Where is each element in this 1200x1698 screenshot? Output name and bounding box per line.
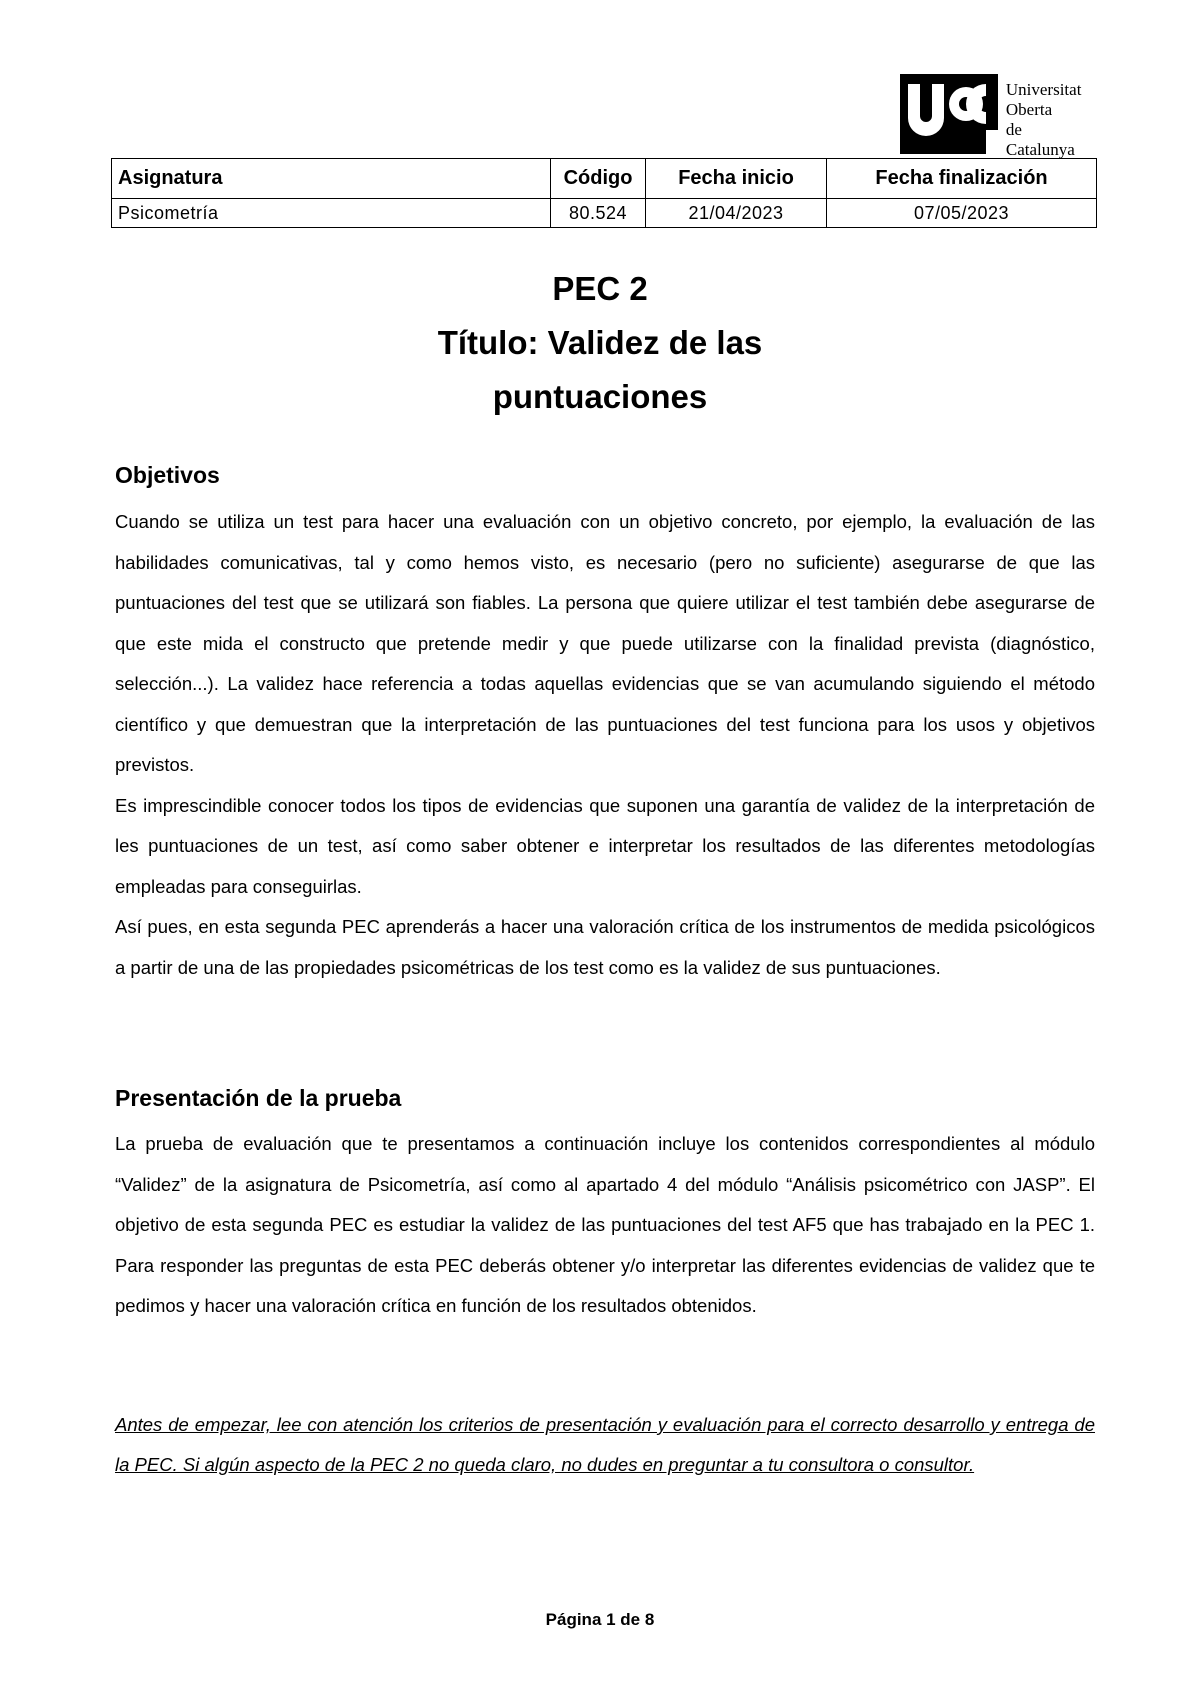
objetivos-paragraph-3: Así pues, en esta segunda PEC aprenderás a hacer una valoración crítica de los instrumentos de medida psicológicos a partir de una de las propiedades psicométricas de los test como es la validez de sus puntuaciones.	[115, 916, 1095, 978]
uoc-logo-text	[1005, 80, 1095, 159]
logo-line-1: Universitat	[1005, 80, 1082, 99]
header-fecha-inicio: Fecha inicio	[646, 159, 827, 199]
uoc-logo-mark	[900, 74, 998, 154]
title-line-2: Título: Validez de las	[437, 324, 763, 361]
uoc-logo	[900, 74, 1095, 159]
logo-line-3: de Catalunya	[1005, 120, 1075, 159]
title-line-1: PEC 2	[552, 270, 648, 307]
important-note: Antes de empezar, lee con atención los criterios de presentación y evaluación para el correcto desarrollo y entrega de la PEC. Si algún aspecto de la PEC 2 no queda claro, no dudes en preguntar a tu consultora o consultor.	[115, 1414, 1095, 1475]
objetivos-paragraph-1: Cuando se utiliza un test para hacer una evaluación con un objetivo concreto, por ejemplo, la evaluación de las habilidades comunicativas, tal y como hemos visto, es necesario (pero no suficiente) asegurarse de que las puntuaciones del test que se utilizará son fiables. La persona que quiere utilizar el test también debe asegurarse de que este mida el constructo que pretende medir y que puede utilizarse con la finalidad prevista (diagnóstico, selección...). La validez hace referencia a todas aquellas evidencias que se van acumulando siguiendo el método científico y que demuestran que la interpretación de las puntuaciones del test funciona para los usos y objetivos previstos.	[115, 511, 1095, 775]
document-title	[0, 262, 1200, 424]
table-header-row	[112, 159, 1097, 199]
page-number: Página 1 de 8	[545, 1610, 655, 1629]
objetivos-section	[115, 502, 1095, 988]
cell-fecha-inicio: 21/04/2023	[646, 199, 827, 228]
objetivos-paragraph-2: Es imprescindible conocer todos los tipos de evidencias que suponen una garantía de validez de la interpretación de les puntuaciones de un test, así como saber obtener e interpretar los resultados de las diferentes metodologías empleadas para conseguirlas.	[115, 794, 1095, 897]
heading-presentacion: Presentación de la prueba	[115, 1085, 402, 1111]
logo-line-2: Oberta	[1005, 100, 1053, 119]
cell-asignatura: Psicometría	[112, 199, 551, 228]
cell-codigo: 80.524	[551, 199, 646, 228]
table-row	[112, 199, 1097, 228]
cell-fecha-finalizacion: 07/05/2023	[827, 199, 1097, 228]
header-asignatura: Asignatura	[112, 159, 551, 199]
header-fecha-finalizacion: Fecha finalización	[827, 159, 1097, 199]
course-info-table	[111, 158, 1097, 228]
title-line-3: puntuaciones	[492, 378, 708, 415]
heading-objetivos: Objetivos	[115, 462, 220, 488]
header-codigo: Código	[551, 159, 646, 199]
presentacion-paragraph-1: La prueba de evaluación que te presentamos a continuación incluye los contenidos correspondientes al módulo “Validez” de la asignatura de Psicometría, así como al apartado 4 del módulo “Análisis psicométrico con JASP”. El objetivo de esta segunda PEC es estudiar la validez de las puntuaciones del test AF5 que has trabajado en la PEC 1. Para responder las preguntas de esta PEC deberás obtener y/o interpretar las diferentes evidencias de validez que te pedimos y hacer una valoración crítica en función de los resultados obtenidos.	[115, 1133, 1095, 1316]
presentacion-section	[115, 1124, 1095, 1327]
